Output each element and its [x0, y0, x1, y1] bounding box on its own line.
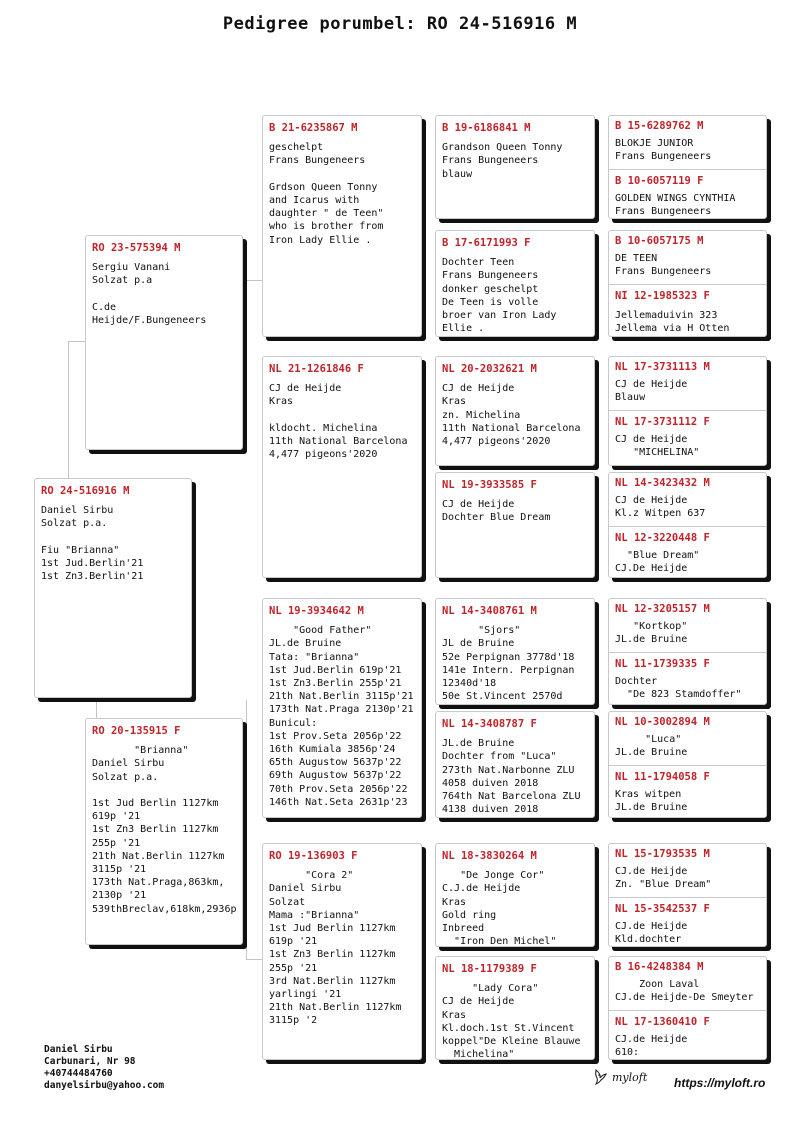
pigeon-details: Grandson Queen Tonny Frans Bungeneers blauw: [442, 142, 563, 180]
pigeon-details: JL.de Bruine Dochter from "Luca" 273th Nat.Narbonne ZLU 4058 duiven 2018 764th Nat Barcelona ZLU 4138 duiven 2018: [442, 738, 581, 816]
ring-number: RO 23-575394 M: [92, 242, 181, 254]
pigeon-card-great-grandparent: [435, 956, 595, 1060]
pigeon-details: "Good Father" JL.de Bruine Tata: "Brianna" 1st Jud.Berlin 619p'21 1st Zn3.Berlin 255p'21 21th Nat.Berlin 3115p'21 173th Nat.Praga 2130p'21 Bunicul: 1st Prov.Seta 2056p'22 16th Kumiala 3856p'24 65th Augustow 5637p'22 69th Augustow 5637p'22 70th Prov.Seta 2056p'22 146th Nat.Seta 2631p'23: [269, 625, 414, 808]
pigeon-details: CJ.de Heijde Zn. "Blue Dream": [615, 866, 712, 891]
pigeon-details: CJ de Heijde Dochter Blue Dream: [442, 499, 551, 524]
pigeon-pair-card: [608, 115, 767, 219]
ring-number: NL 15-1793535 M: [615, 848, 710, 860]
ring-number: B 10-6057119 F: [615, 175, 704, 187]
pigeon-card-great-grandparent: [435, 230, 595, 337]
pigeon-details: Jellemaduivin 323 Jellema via H Otten: [615, 310, 730, 335]
pigeon-card-grandparent: [262, 115, 422, 337]
ring-number: NL 14-3423432 M: [615, 477, 710, 489]
owner-contact: Daniel Sirbu Carbunari, Nr 98 +40744484760 danyelsirbu@yahoo.com: [44, 1044, 165, 1091]
ring-number: B 15-6289762 M: [615, 120, 704, 132]
pigeon-card-grandparent: [262, 598, 422, 818]
ring-number: NL 14-3408761 M: [442, 605, 537, 617]
ring-number: NL 20-2032621 M: [442, 363, 537, 375]
pigeon-details: CJ de Heijde Blauw: [615, 379, 688, 404]
pigeon-pair-card: [608, 843, 767, 947]
pigeon-details: "Luca" JL.de Bruine: [615, 734, 688, 759]
pigeon-details: CJ.de Heijde Kld.dochter: [615, 921, 688, 946]
ring-number: NL 14-3408787 F: [442, 718, 537, 730]
pigeon-card-subject: [34, 478, 192, 698]
pigeon-details: "Cora 2" Daniel Sirbu Solzat Mama :"Brianna" 1st Jud Berlin 1127km 619p '21 1st Zn3 Berlin 1127km 255p '21 3rd Nat.Berlin 1127km yarlingi '21 21th Nat.Berlin 1127km 3115p '2: [269, 870, 402, 1027]
pigeon-details: "Blue Dream" CJ.De Heijde: [615, 550, 700, 575]
brand-logo: [593, 1068, 647, 1086]
ring-number: NL 19-3933585 F: [442, 479, 537, 491]
pigeon-card-grandparent: [262, 356, 422, 578]
ring-number: B 21-6235867 M: [269, 122, 358, 134]
ring-number: NL 11-1739335 F: [615, 658, 710, 670]
pigeon-details: geschelpt Frans Bungeneers Grdson Queen Tonny and Icarus with daughter " de Teen" who is brother from Iron Lady Ellie .: [269, 142, 384, 246]
pigeon-logo-icon: [593, 1068, 609, 1086]
ring-number: NL 18-3830264 M: [442, 850, 537, 862]
pigeon-details: DE TEEN Frans Bungeneers: [615, 253, 712, 278]
pigeon-details: CJ.de Heijde 610:: [615, 1034, 688, 1059]
ring-number: RO 24-516916 M: [41, 485, 130, 497]
pigeon-details: "Sjors" JL de Bruine 52e Perpignan 3778d'18 141e Intern. Perpignan 12340d'18 50e St.Vincent 2570d: [442, 625, 575, 703]
ring-number: B 17-6171993 F: [442, 237, 531, 249]
pigeon-details: "Lady Cora" CJ de Heijde Kras Kl.doch.1st St.Vincent koppel"De Kleine Blauwe Michelina": [442, 983, 581, 1060]
ring-number: NL 15-3542537 F: [615, 903, 710, 915]
ring-number: B 19-6186841 M: [442, 122, 531, 134]
connector-line: [246, 700, 263, 960]
pigeon-card-great-grandparent: [435, 356, 595, 466]
pigeon-card-grandparent: [262, 843, 422, 1060]
ring-number: NL 12-3205157 M: [615, 603, 710, 615]
pigeon-details: Daniel Sirbu Solzat p.a. Fiu "Brianna" 1st Jud.Berlin'21 1st Zn3.Berlin'21: [41, 505, 144, 583]
ring-number: NL 19-3934642 M: [269, 605, 364, 617]
pigeon-pair-card: [608, 598, 767, 705]
ring-number: NL 17-3731113 M: [615, 361, 710, 373]
ring-number: NL 11-1794058 F: [615, 771, 710, 783]
pigeon-card-great-grandparent: [435, 711, 595, 818]
pigeon-card-great-grandparent: [435, 843, 595, 947]
pigeon-details: Sergiu Vanani Solzat p.a C.de Heijde/F.Bungeneers: [92, 262, 207, 327]
website-link[interactable]: https://myloft.ro: [674, 1076, 766, 1090]
logo-wordmark: myloft: [612, 1070, 648, 1084]
ring-number: NL 17-1360410 F: [615, 1016, 710, 1028]
ring-number: NL 18-1179389 F: [442, 963, 537, 975]
pigeon-pair-card: [608, 711, 767, 818]
pigeon-details: "Brianna" Daniel Sirbu Solzat p.a. 1st Jud Berlin 1127km 619p '21 1st Zn3 Berlin 1127km 255p '21 21th Nat.Berlin 1127km 3115p '21 173th Nat.Praga,863km, 2130p '21 539thBreclav,618km,2936p: [92, 745, 237, 915]
pigeon-details: Kras witpen JL.de Bruine: [615, 789, 688, 814]
pigeon-details: BLOKJE JUNIOR Frans Bungeneers: [615, 138, 712, 163]
pigeon-card-mother: [85, 718, 243, 945]
pigeon-details: Zoon Laval CJ.de Heijde-De Smeyter: [615, 979, 754, 1004]
ring-number: RO 20-135915 F: [92, 725, 181, 737]
page-title: Pedigree porumbel: RO 24-516916 M: [222, 14, 578, 34]
pigeon-card-great-grandparent: [435, 472, 595, 578]
pigeon-pair-card: [608, 356, 767, 466]
ring-number: NL 12-3220448 F: [615, 532, 710, 544]
ring-number: NL 10-3002894 M: [615, 716, 710, 728]
ring-number: B 10-6057175 M: [615, 235, 704, 247]
ring-number: NL 17-3731112 F: [615, 416, 710, 428]
pigeon-card-father: [85, 235, 243, 450]
pigeon-details: CJ de Heijde Kl.z Witpen 637: [615, 495, 706, 520]
pigeon-pair-card: [608, 956, 767, 1060]
pigeon-card-great-grandparent: [435, 598, 595, 705]
pigeon-details: GOLDEN WINGS CYNTHIA Frans Bungeneers: [615, 193, 736, 218]
connector-line: [68, 341, 86, 481]
pigeon-pair-card: [608, 472, 767, 578]
pigeon-details: "De Jonge Cor" C.J.de Heijde Kras Gold ring Inbreed "Iron Den Michel": [442, 870, 557, 947]
pigeon-details: CJ de Heijde Kras zn. Michelina 11th National Barcelona 4,477 pigeons'2020: [442, 383, 581, 448]
pigeon-details: Dochter Teen Frans Bungeneers donker geschelpt De Teen is volle broer van Iron Lady Ellie .: [442, 257, 557, 335]
ring-number: NI 12-1985323 F: [615, 290, 710, 302]
pigeon-pair-card: [608, 230, 767, 337]
ring-number: B 16-4248384 M: [615, 961, 704, 973]
pigeon-card-great-grandparent: [435, 115, 595, 219]
pigeon-details: Dochter "De 823 Stamdoffer": [615, 676, 742, 701]
pigeon-details: CJ de Heijde Kras kldocht. Michelina 11th National Barcelona 4,477 pigeons'2020: [269, 383, 408, 461]
ring-number: RO 19-136903 F: [269, 850, 358, 862]
ring-number: NL 21-1261846 F: [269, 363, 364, 375]
pigeon-details: CJ de Heijde "MICHELINA": [615, 434, 700, 459]
pigeon-details: "Kortkop" JL.de Bruine: [615, 621, 688, 646]
connector-line: [246, 280, 263, 450]
